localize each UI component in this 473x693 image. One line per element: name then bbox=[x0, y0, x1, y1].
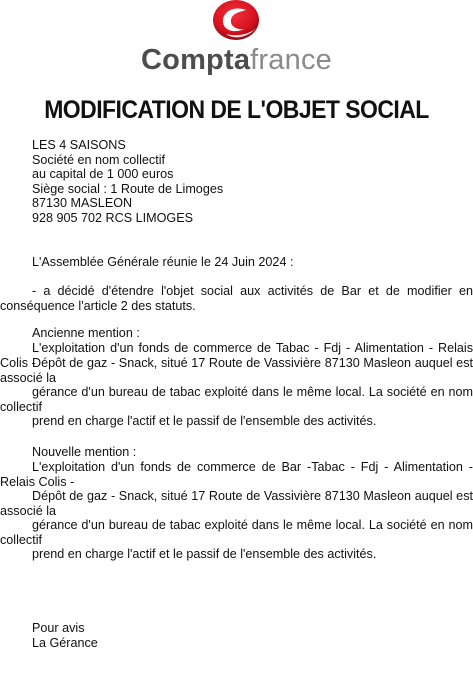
company-city: 87130 MASLEON bbox=[32, 196, 133, 211]
assembly-text bbox=[32, 255, 452, 270]
new-mention-line2: Dépôt de gaz - Snack, situé 17 Route de Vassivière 87130 Masleon auquel est associé la bbox=[0, 489, 473, 518]
company-form: Société en nom collectif bbox=[32, 152, 166, 167]
old-mention-label bbox=[32, 326, 452, 341]
new-mention-line4-wrap bbox=[32, 547, 472, 562]
comptafrance-logo bbox=[0, 0, 473, 90]
old-mention-line4-wrap bbox=[32, 414, 472, 429]
assembly-line: L'Assemblée Générale réunie le 24 Juin 2024 : bbox=[32, 255, 294, 269]
new-mention-label bbox=[32, 445, 452, 460]
old-mention-line1: L'exploitation d'un fonds de commerce de Tabac - Fdj - Alimentation - Relais Colis - bbox=[0, 341, 473, 370]
company-capital: au capital de 1 000 euros bbox=[32, 167, 174, 182]
closing-la-gerance: La Gérance bbox=[32, 635, 98, 650]
company-rcs: 928 905 702 RCS LIMOGES bbox=[32, 210, 194, 225]
old-mention-line4: prend en charge l'actif et le passif de l'ensemble des activités. bbox=[32, 414, 377, 428]
new-mention-line3: gérance d'un bureau de tabac exploité dans le même local. La société en nom collectif bbox=[0, 518, 473, 547]
closing-pour-avis: Pour avis bbox=[32, 621, 85, 635]
old-mention-line3: gérance d'un bureau de tabac exploité dans le même local. La société en nom collectif bbox=[0, 385, 473, 414]
logo-wordmark bbox=[0, 44, 473, 76]
company-name: LES 4 SAISONS bbox=[32, 138, 126, 152]
decision-text: - a décidé d'étendre l'objet social aux activités de Bar et de modifier en conséquence l'article 2 des statuts. bbox=[0, 284, 473, 313]
comptafrance-c-logo-icon bbox=[210, 0, 262, 42]
company-seat: Siège social : 1 Route de Limoges bbox=[32, 181, 224, 196]
logo-wordmark-bold: Compta bbox=[141, 44, 251, 76]
old-mention-line2: Dépôt de gaz - Snack, situé 17 Route de Vassivière 87130 Masleon auquel est associé la bbox=[0, 356, 473, 385]
company-block bbox=[32, 138, 452, 226]
new-mention-line4: prend en charge l'actif et le passif de l'ensemble des activités. bbox=[32, 547, 377, 561]
old-mention-label-text: Ancienne mention : bbox=[32, 326, 140, 340]
new-mention-line1: L'exploitation d'un fonds de commerce de Bar -Tabac - Fdj - Alimentation - Relais Colis - bbox=[0, 460, 473, 489]
logo-wordmark-light: france bbox=[250, 44, 332, 76]
page-title: MODIFICATION DE L'OBJET SOCIAL bbox=[44, 96, 429, 124]
new-mention-label-text: Nouvelle mention : bbox=[32, 445, 137, 459]
closing-block bbox=[32, 621, 452, 650]
